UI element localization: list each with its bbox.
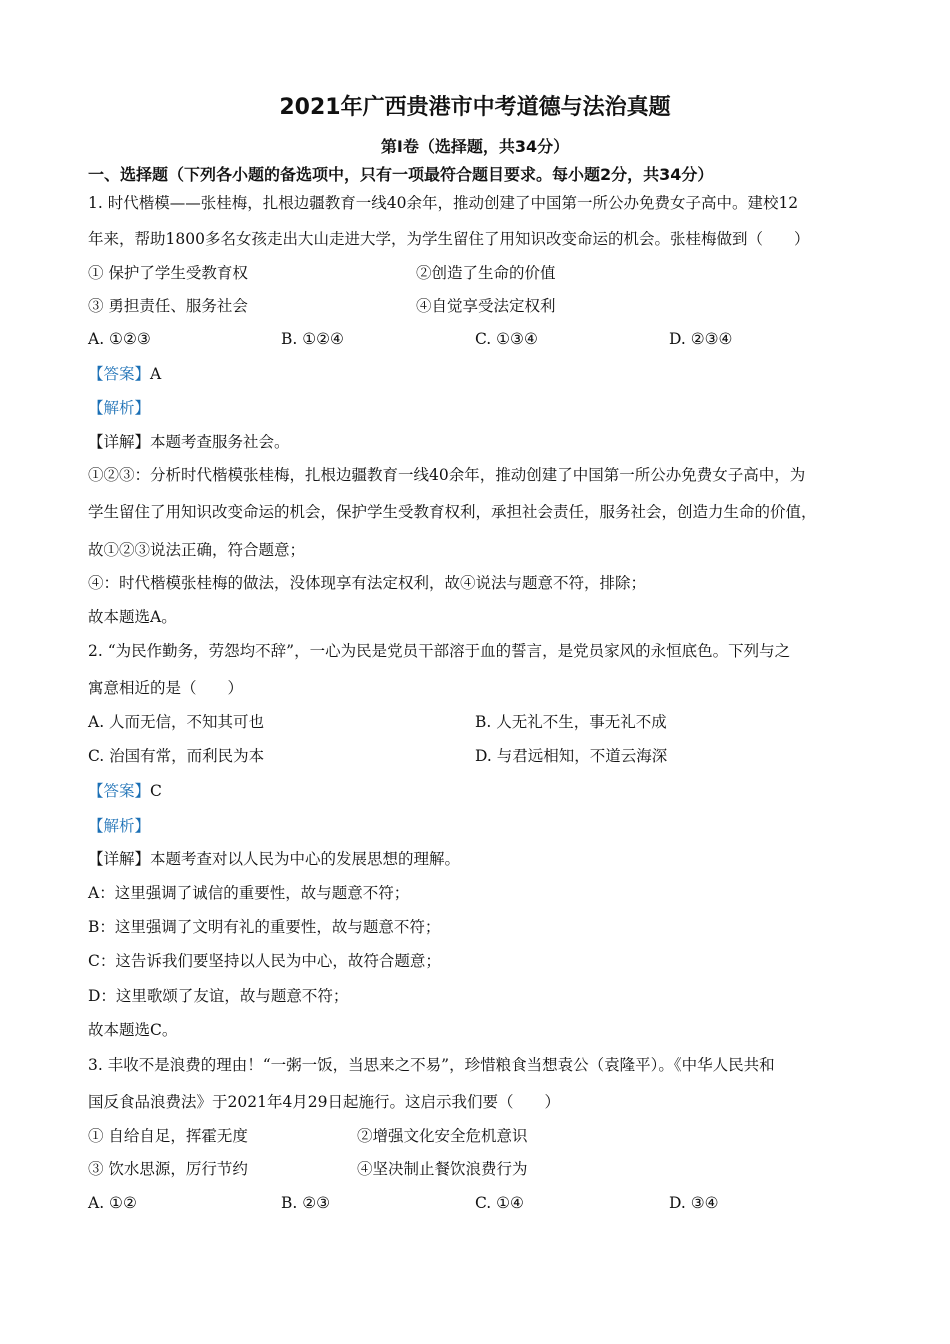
q2-option-b: B. 人无礼不生，事无礼不成: [475, 713, 667, 731]
q1-item-3: ③ 勇担责任、服务社会: [88, 297, 248, 315]
q3-option-a: A. ①②: [88, 1194, 137, 1212]
q2-detail: 【详解】本题考查对以人民为中心的发展思想的理解。: [88, 850, 461, 868]
q1-option-b: B. ①②④: [281, 330, 344, 348]
q2-answer-value: C: [150, 782, 162, 800]
q3-stem-line1: 3. 丰收不是浪费的理由！“一粥一饭，当思来之不易”，珍惜粮食当想袁公（袁隆平）。《中华人民共和: [88, 1056, 775, 1074]
q1-option-c: C. ①③④: [475, 330, 538, 348]
q1-explain-line3: 故①②③说法正确，符合题意；: [88, 541, 306, 559]
q1-item-1: ① 保护了学生受教育权: [88, 264, 248, 282]
q1-stem-line2: 年来，帮助1800多名女孩走出大山走进大学，为学生留住了用知识改变命运的机会。张桂梅做到（ ）: [88, 230, 810, 248]
q2-stem-line2: 寓意相近的是（ ）: [88, 679, 244, 697]
q3-option-c: C. ①④: [475, 1194, 524, 1212]
q1-explain-line4: ④：时代楷模张桂梅的做法，没体现享有法定权利，故④说法与题意不符，排除；: [88, 574, 647, 592]
q1-analysis-label: 【解析】: [88, 399, 151, 417]
q1-item-4: ④自觉享受法定权利: [416, 297, 556, 315]
q2-explain-c: C：这告诉我们要坚持以人民为中心，故符合题意；: [88, 952, 441, 970]
q2-explain-d: D：这里歌颂了友谊，故与题意不符；: [88, 987, 349, 1005]
page-title: 2021年广西贵港市中考道德与法治真题: [279, 95, 671, 120]
q2-answer-label: 【答案】: [88, 782, 151, 800]
q1-option-d: D. ②③④: [669, 330, 733, 348]
q1-item-2: ②创造了生命的价值: [416, 264, 556, 282]
q3-stem-line2: 国反食品浪费法》于2021年4月29日起施行。这启示我们要（ ）: [88, 1093, 561, 1111]
q3-item-1: ① 自给自足，挥霍无度: [88, 1127, 248, 1145]
q3-option-d: D. ③④: [669, 1194, 719, 1212]
q3-item-4: ④坚决制止餐饮浪费行为: [357, 1160, 528, 1178]
q2-option-c: C. 治国有常，而利民为本: [88, 747, 265, 765]
q1-explain-line2: 学生留住了用知识改变命运的机会，保护学生受教育权利，承担社会责任，服务社会，创造力生命的价值，: [88, 503, 817, 521]
section-heading: 一、选择题（下列各小题的备选项中，只有一项最符合题目要求。每小题2分，共34分）: [88, 165, 714, 184]
q2-conclusion: 故本题选C。: [88, 1021, 178, 1039]
q2-explain-b: B：这里强调了文明有礼的重要性，故与题意不符；: [88, 918, 441, 936]
q1-answer: [88, 363, 161, 385]
q3-item-3: ③ 饮水思源，厉行节约: [88, 1160, 248, 1178]
q1-answer-value: A: [150, 365, 162, 383]
q1-option-a: A. ①②③: [88, 330, 151, 348]
q2-explain-a: A：这里强调了诚信的重要性，故与题意不符；: [88, 884, 410, 902]
q1-stem-line1: 1. 时代楷模——张桂梅，扎根边疆教育一线40余年，推动创建了中国第一所公办免费女子高中。建校12: [88, 194, 799, 212]
q2-analysis-label: 【解析】: [88, 817, 151, 835]
q3-item-2: ②增强文化安全危机意识: [357, 1127, 528, 1145]
q2-option-a: A. 人而无信，不知其可也: [88, 713, 265, 731]
q1-answer-label: 【答案】: [88, 365, 151, 383]
q3-option-b: B. ②③: [281, 1194, 331, 1212]
section-subtitle: 第Ⅰ卷（选择题，共34分）: [380, 137, 570, 156]
q1-explain-line1: ①②③：分析时代楷模张桂梅，扎根边疆教育一线40余年，推动创建了中国第一所公办免费女子高中，为: [88, 466, 806, 484]
q2-stem-line1: 2. “为民作勤务，劳怨均不辞”，一心为民是党员干部溶于血的誓言，是党员家风的永恒底色。下列与之: [88, 642, 791, 660]
q1-detail: 【详解】本题考查服务社会。: [88, 433, 290, 451]
q2-option-d: D. 与君远相知，不道云海深: [475, 747, 668, 765]
q2-answer: [88, 780, 162, 802]
q1-conclusion: 故本题选A。: [88, 608, 177, 626]
